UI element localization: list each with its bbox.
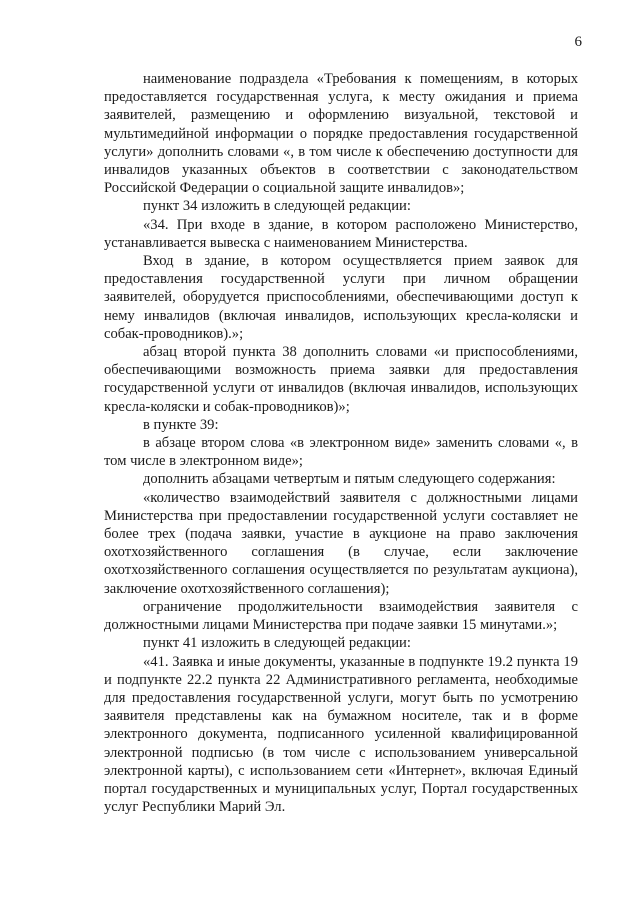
paragraph-6: в пункте 39: [143,416,219,433]
paragraph-1: наименование подраздела «Требования к помещениям, в которых предоставляется государственная услуга, к месту ожидания и приема заявителей, размещению и оформлению визуальной, текстовой и мультимедийной информации о порядке предоставления государственной услуги» дополнить словами «, в том числе к обеспечению доступности для инвалидов указанных объектов в соответствии с законодательством Российской Федерации о социальной защите инвалидов»; [104,71,578,197]
paragraph-7: в абзаце втором слова «в электронном виде» заменить словами «, в том числе в электронном виде»; [104,435,578,470]
paragraph-3: «34. При входе в здание, в котором расположено Министерство, устанавливается вывеска с наименованием Министерства. [104,216,578,251]
paragraph-5: абзац второй пункта 38 дополнить словами «и приспособлениями, обеспечивающими возможность приема заявки для предоставления государственной услуги от инвалидов (включая инвалидов, использующих кресла-коляски и собак-проводников)»; [104,344,578,415]
paragraph-11: пункт 41 изложить в следующей редакции: [143,635,411,652]
paragraph-4: Вход в здание, в котором осуществляется прием заявок для предоставления государственной услуги при личном обращении заявителей, оборудуется приспособлениями, обеспечивающими доступ к нему инвалидов (включая инвалидов, использующих кресла-коляски и собак-проводников).»; [104,253,578,342]
paragraph-8: дополнить абзацами четвертым и пятым следующего содержания: [143,471,556,488]
document-body [104,70,578,816]
paragraph-12: «41. Заявка и иные документы, указанные в подпункте 19.2 пункта 19 и подпункте 22.2 пункта 22 Административного регламента, необходимые для предоставления государственной услуги, могут быть по усмотрению заявителя представлены как на бумажном носителе, так и в форме электронного документа, подписанного усиленной квалифицированной электронной подписью (в том числе с использованием универсальной электронной карты), с использованием сети «Интернет», включая Единый портал государственных и муниципальных услуг, Портал государственных услуг Республики Марий Эл. [104,653,578,816]
page-number: 6 [574,34,582,50]
paragraph-2: пункт 34 изложить в следующей редакции: [143,198,411,215]
paragraph-9: «количество взаимодействий заявителя с должностными лицами Министерства при предоставлении государственной услуги составляет не более трех (подача заявки, участие в аукционе на право заключения охотхозяйственного соглашения (в случае, если заключение охотхозяйственного соглашения осуществляется по результатам аукциона), заключение охотхозяйственного соглашения); [104,489,578,597]
paragraph-10: ограничение продолжительности взаимодействия заявителя с должностными лицами Министерства при подаче заявки 15 минутами.»; [104,598,578,634]
